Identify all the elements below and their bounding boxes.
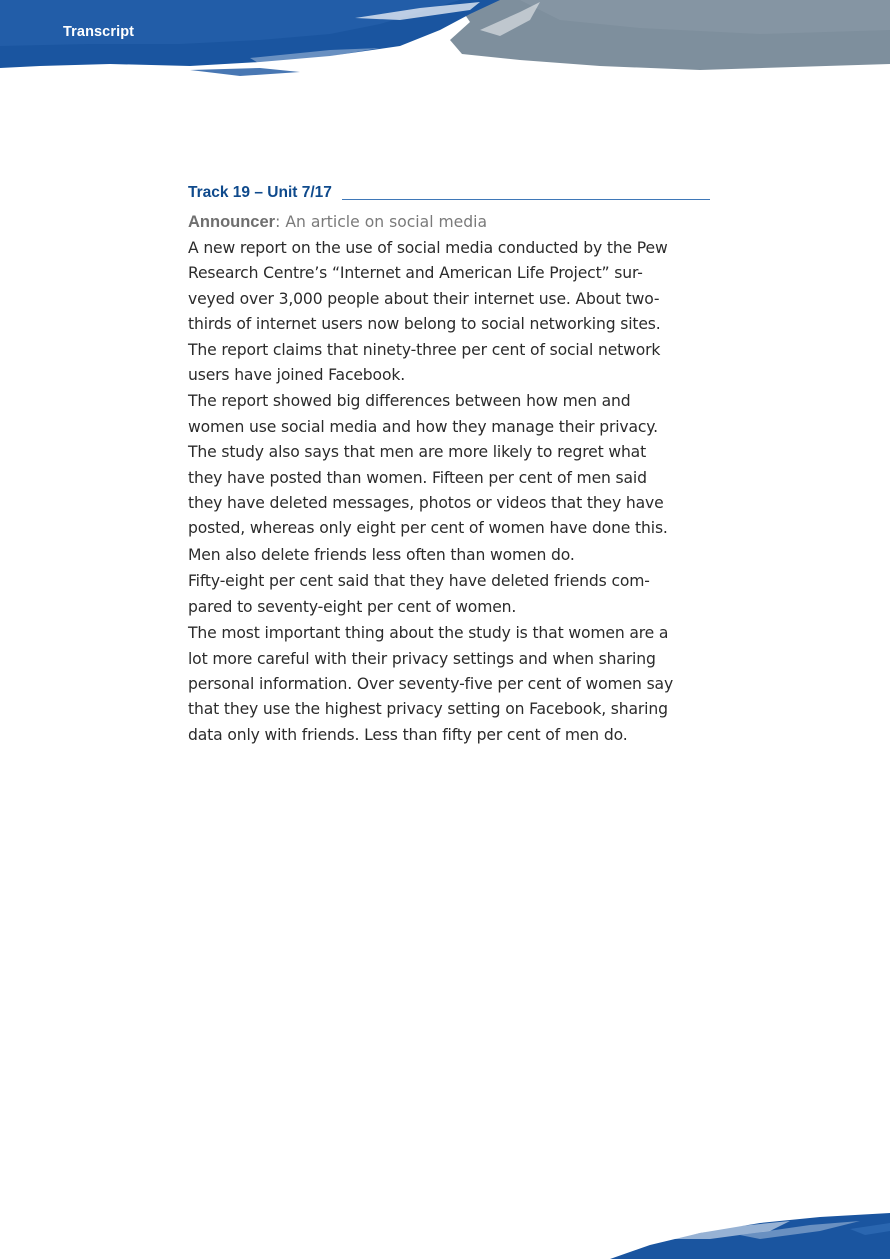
- paragraph-line: data only with friends. Less than fifty per cent of men do.: [188, 725, 628, 744]
- paragraph-line: personal information. Over seventy-five per cent of women say: [188, 674, 674, 693]
- transcript-content: [188, 182, 723, 749]
- paragraph-line: veyed over 3,000 people about their internet use. About two-: [188, 289, 660, 308]
- paragraph-line: that they use the highest privacy setting on Facebook, sharing: [188, 700, 668, 719]
- track-heading-rule: [342, 199, 710, 200]
- announcer-name: Announcer: [188, 213, 276, 231]
- paragraph-line: Men also delete friends less often than women do.: [188, 545, 575, 564]
- paragraph-line: women use social media and how they manage their privacy.: [188, 417, 658, 436]
- header-brush-banner: [0, 0, 890, 80]
- paragraph-line: users have joined Facebook.: [188, 366, 406, 385]
- paragraph-line: The study also says that men are more likely to regret what: [188, 443, 647, 462]
- paragraph: [188, 569, 723, 620]
- paragraph-line: The most important thing about the study is that women are a: [188, 624, 669, 643]
- paragraph-line: The report showed big differences between how men and: [188, 392, 631, 411]
- footer-brush-decoration: [590, 1209, 890, 1259]
- paragraph: [188, 389, 723, 541]
- paragraph-line: A new report on the use of social media conducted by the Pew: [188, 239, 668, 257]
- paragraph-line: lot more careful with their privacy settings and when sharing: [188, 649, 656, 668]
- header-label: Transcript: [63, 24, 135, 40]
- track-heading: [188, 182, 723, 202]
- paragraph-line: posted, whereas only eight per cent of women have done this.: [188, 519, 668, 538]
- track-title: Track 19 – Unit 7/17: [188, 184, 332, 201]
- paragraph-line: The report claims that ninety-three per cent of social network: [188, 340, 661, 359]
- announcer-text: An article on social media: [285, 213, 488, 231]
- paragraph-line: thirds of internet users now belong to social networking sites.: [188, 315, 661, 334]
- paragraph: [188, 621, 723, 748]
- paragraph-line: they have posted than women. Fifteen per cent of men said: [188, 468, 647, 487]
- paragraph-line: they have deleted messages, photos or videos that they have: [188, 494, 664, 513]
- announcer-line: [188, 212, 723, 232]
- transcript-paragraphs: [188, 236, 723, 748]
- paragraph-line: Fifty-eight per cent said that they have deleted friends com-: [188, 572, 650, 591]
- paragraph: [188, 543, 723, 568]
- paragraph-line: pared to seventy-eight per cent of women.: [188, 597, 517, 616]
- paragraph: [188, 236, 723, 388]
- announcer-separator: :: [275, 213, 286, 231]
- paragraph-line: Research Centre’s “Internet and American Life Project” sur-: [188, 264, 643, 283]
